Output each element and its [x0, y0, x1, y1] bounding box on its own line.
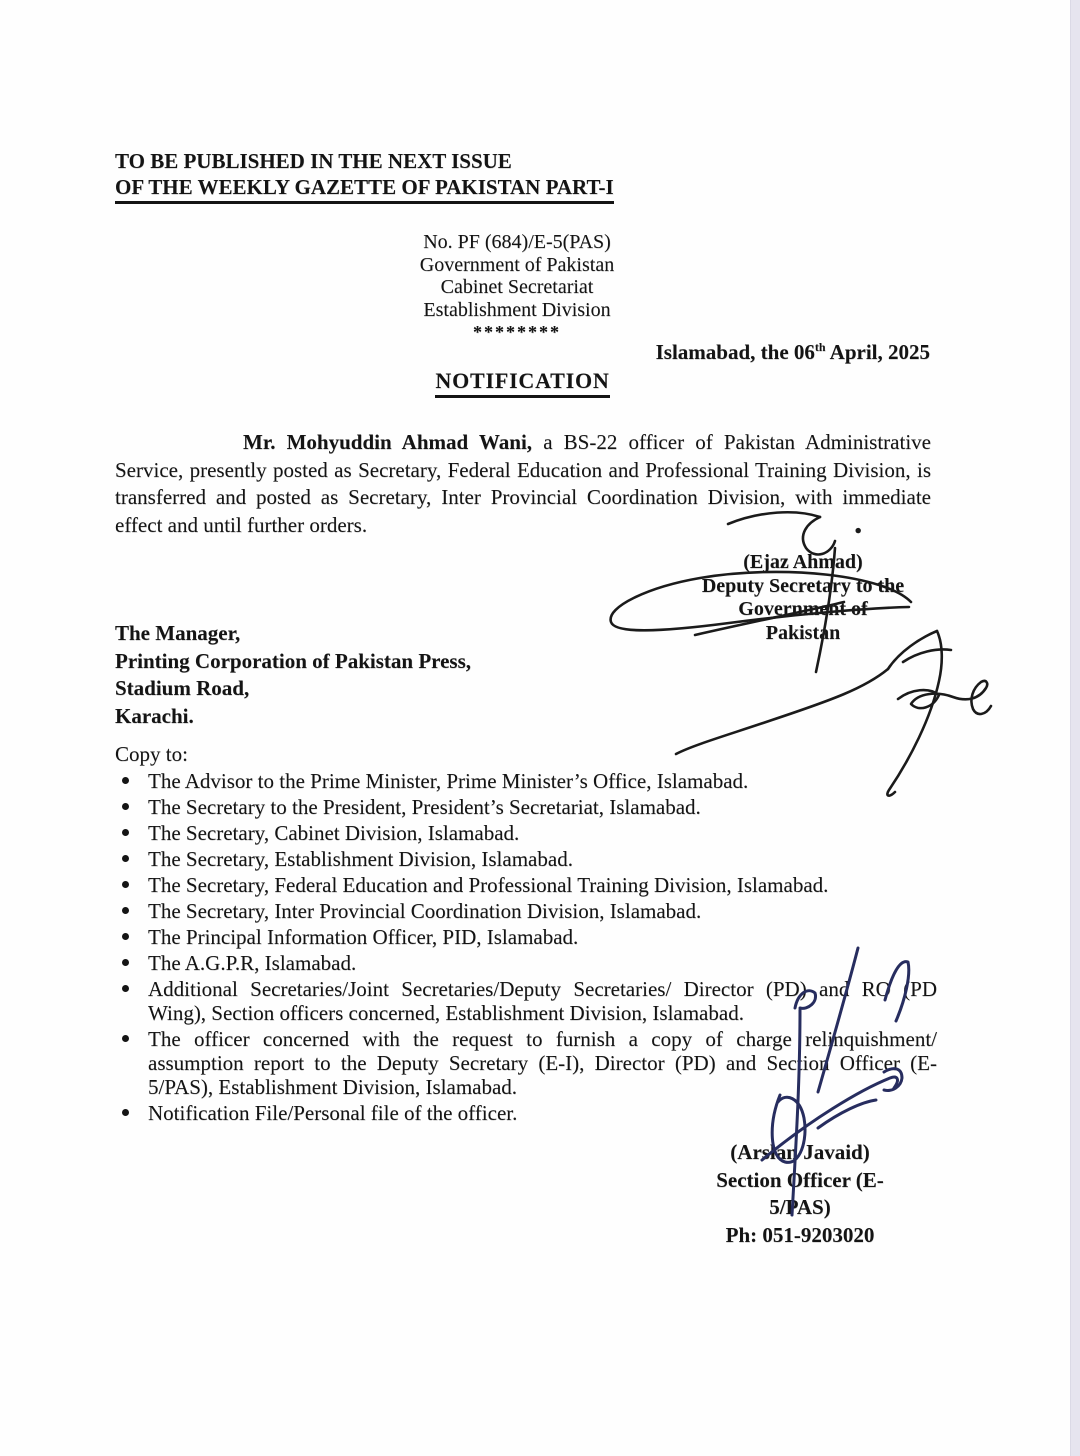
list-item: The Advisor to the Prime Minister, Prime Minister’s Office, Islamabad. — [115, 769, 937, 793]
signer1-title-line1: Deputy Secretary to the — [701, 574, 905, 597]
addressee-block — [115, 620, 471, 730]
government-line: Government of Pakistan — [419, 253, 615, 276]
gazette-header — [115, 148, 614, 204]
copy-distribution-list — [115, 769, 937, 1127]
signatory-block-section-officer — [686, 1139, 914, 1249]
secretariat-line: Cabinet Secretariat — [440, 276, 594, 298]
body-paragraph — [115, 429, 931, 539]
ordinal-superscript: th — [814, 340, 826, 354]
signer2-title: Section Officer (E-5/PAS) — [716, 1167, 884, 1219]
list-item: The Secretary, Federal Education and Professional Training Division, Islamabad. — [115, 873, 937, 897]
signer1-name: (Ejaz Ahmad) — [743, 551, 863, 573]
officer-name: Mr. Mohyuddin Ahmad Wani, — [243, 430, 533, 454]
addressee-line4: Karachi. — [115, 703, 194, 728]
list-item: The Secretary, Inter Provincial Coordination Division, Islamabad. — [115, 899, 937, 923]
signatory-block-deputy-secretary — [700, 551, 906, 645]
issuing-office-block — [392, 231, 642, 344]
body-text: a BS-22 officer of Pakistan Administrative Service, presently posted as Secretary, Federal Education and Professional Training Division, is transferred and posted as Secretary, Inter Provincial Coordination Division, with immediate effect and until further orders. — [115, 430, 931, 537]
list-item: Additional Secretaries/Joint Secretaries/Deputy Secretaries/ Director (PD) and RO (PD Wing), Section officers concerned, Establishment Division, Islamabad. — [115, 977, 937, 1025]
list-item: The Secretary, Cabinet Division, Islamabad. — [115, 821, 937, 845]
addressee-line2: Printing Corporation of Pakistan Press, — [115, 648, 472, 673]
reference-number: No. PF (684)/E-5(PAS) — [423, 231, 611, 253]
gazette-header-line1: TO BE PUBLISHED IN THE NEXT ISSUE — [115, 149, 512, 173]
list-item: The officer concerned with the request to furnish a copy of charge relinquishment/ assumption report to the Deputy Secretary (E-I), Director (PD) and Section Officer (E-5/PAS), Establishment Division, Islamabad. — [115, 1027, 937, 1099]
scan-edge-strip — [1070, 0, 1080, 1456]
list-item: The Principal Information Officer, PID, Islamabad. — [115, 925, 937, 949]
signer1-title-line2: Government of Pakistan — [738, 598, 868, 644]
signature-ejaz-ahmad — [598, 502, 998, 812]
asterisk-separator: ******** — [473, 322, 561, 342]
list-item: The Secretary to the President, President’s Secretariat, Islamabad. — [115, 795, 937, 819]
signer2-name: (Arslan Javaid) — [730, 1140, 870, 1164]
addressee-line1: The Manager, — [115, 621, 241, 645]
division-line: Establishment Division — [423, 298, 611, 321]
list-item: The Secretary, Establishment Division, Islamabad. — [115, 847, 937, 871]
notification-title: NOTIFICATION — [115, 368, 930, 398]
list-item: Notification File/Personal file of the officer. — [115, 1101, 937, 1125]
dateline: Islamabad, the 06th April, 2025 — [655, 340, 930, 364]
copy-to-label: Copy to: — [115, 742, 188, 766]
addressee-line3: Stadium Road, — [115, 676, 250, 700]
gazette-header-line2: OF THE WEEKLY GAZETTE OF PAKISTAN PART-I — [115, 174, 614, 204]
list-item: The A.G.P.R, Islamabad. — [115, 951, 937, 975]
signer2-phone: Ph: 051-9203020 — [725, 1222, 875, 1247]
